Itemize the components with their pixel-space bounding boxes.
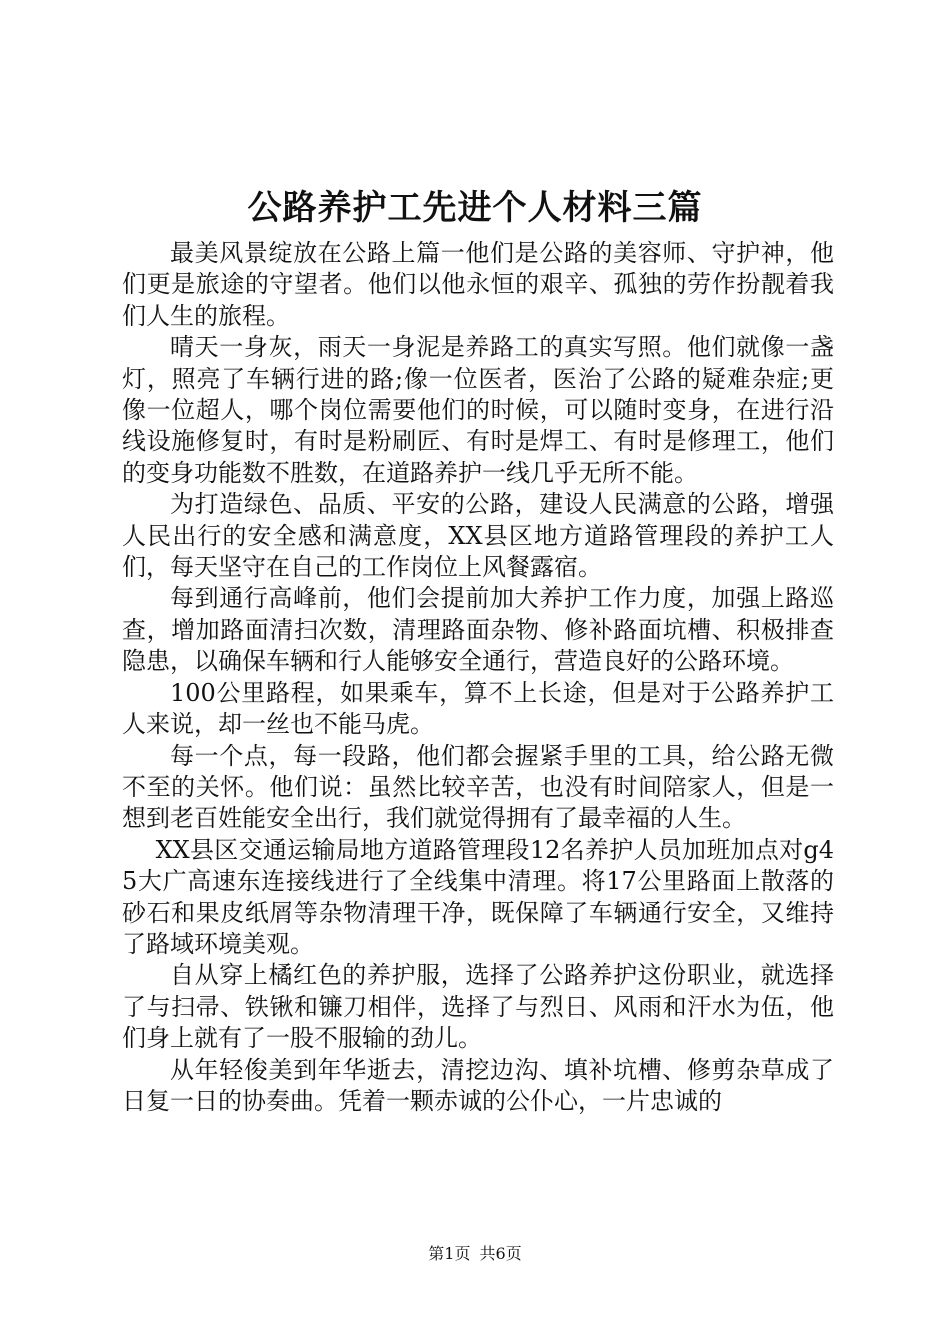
page-number: 第1页 xyxy=(428,1244,471,1263)
paragraph-3: 为打造绿色、品质、平安的公路，建设人民满意的公路，增强人民出行的安全感和满意度，XX县区地方道路管理段的养护工人们，每天坚守在自己的工作岗位上风餐露宿。 xyxy=(122,490,834,582)
paragraph-7: XX县区交通运输局地方道路管理段12名养护人员加班加点对g45大广高速东连接线进行了全线集中清理。将17公里路面上散落的砂石和果皮纸屑等杂物清理干净，既保障了车辆通行安全，又维持了路域环境美观。 xyxy=(122,835,834,958)
paragraph-9: 从年轻俊美到年华逝去，清挖边沟、填补坑槽、修剪杂草成了日复一日的协奏曲。凭着一颗赤诚的公仆心，一片忠诚的 xyxy=(122,1055,834,1115)
page-total: 共6页 xyxy=(479,1244,522,1263)
paragraph-8: 自从穿上橘红色的养护服，选择了公路养护这份职业，就选择了与扫帚、铁锹和镰刀相伴，选择了与烈日、风雨和汗水为伍，他们身上就有了一股不服输的劲儿。 xyxy=(122,961,834,1053)
paragraph-6: 每一个点，每一段路，他们都会握紧手里的工具，给公路无微不至的关怀。他们说：虽然比较辛苦，也没有时间陪家人，但是一想到老百姓能安全出行，我们就觉得拥有了最幸福的人生。 xyxy=(122,741,834,833)
document-body xyxy=(122,238,834,1117)
paragraph-5: 100公里路程，如果乘车，算不上长途，但是对于公路养护工人来说，却一丝也不能马虎。 xyxy=(122,678,834,739)
paragraph-2: 晴天一身灰，雨天一身泥是养路工的真实写照。他们就像一盏灯，照亮了车辆行进的路;像一位医者，医治了公路的疑难杂症;更像一位超人，哪个岗位需要他们的时候，可以随时变身，在进行沿线设施修复时，有时是粉刷匠、有时是焊工、有时是修理工，他们的变身功能数不胜数，在道路养护一线几乎无所不能。 xyxy=(122,333,834,487)
document-title: 公路养护工先进个人材料三篇 xyxy=(247,188,703,228)
paragraph-1: 最美风景绽放在公路上篇一他们是公路的美容师、守护神，他们更是旅途的守望者。他们以他永恒的艰辛、孤独的劳作扮靓着我们人生的旅程。 xyxy=(122,239,834,330)
page-footer xyxy=(0,1243,950,1265)
paragraph-4: 每到通行高峰前，他们会提前加大养护工作力度，加强上路巡查，增加路面清扫次数，清理路面杂物、修补路面坑槽、积极排查隐患，以确保车辆和行人能够安全通行，营造良好的公路环境。 xyxy=(122,584,834,676)
